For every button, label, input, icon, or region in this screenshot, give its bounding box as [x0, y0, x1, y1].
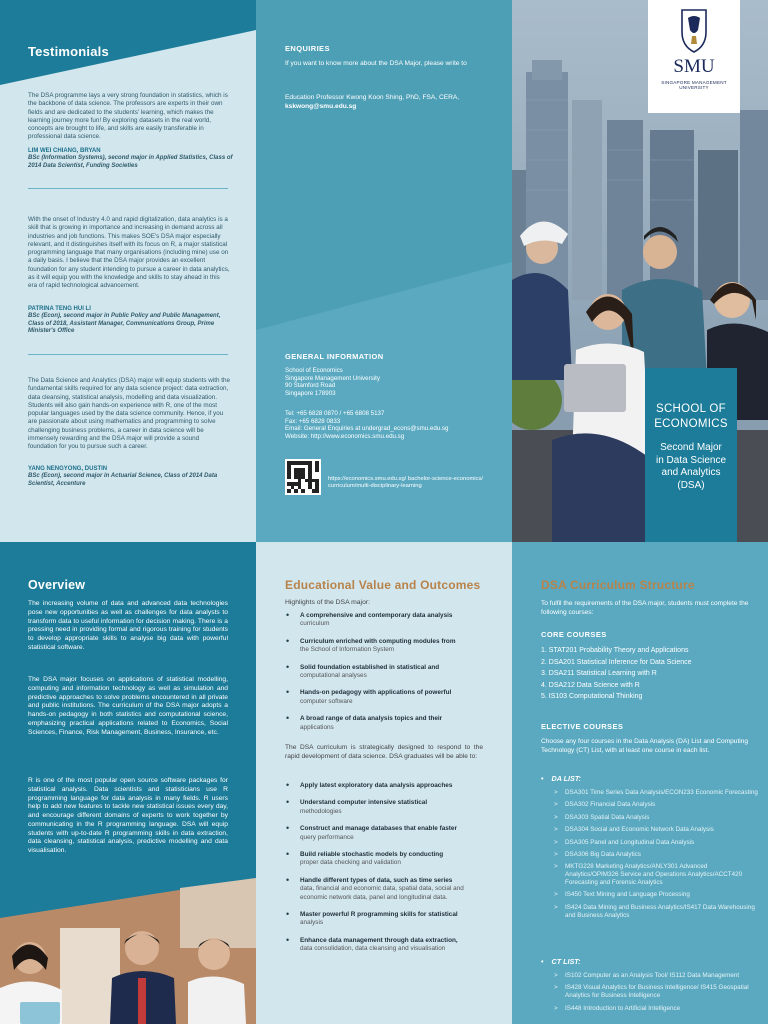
overview-panel — [0, 542, 256, 1024]
educational-value-panel — [256, 542, 512, 1024]
testimonial-author-3 — [28, 466, 238, 488]
list-item: > IS428 Visual Analytics for Business Intelligence/ IS415 Geospatial Analytics for Business Intelligence — [554, 984, 759, 1000]
da-list — [554, 789, 759, 924]
enquiries-title: ENQUIRIES — [285, 44, 330, 53]
programme-name — [645, 442, 737, 492]
outcome-bold: • Handle different types of data, such as time series — [300, 876, 453, 884]
list-item — [285, 911, 485, 928]
outcome-rest: data consolidation, data cleansing and visualisation — [300, 945, 446, 953]
outcome-bold: • Enhance data management through data extraction, — [300, 936, 458, 944]
ct-list-label: CT LIST: — [551, 957, 581, 966]
programme-line-2: in Data Science — [655, 454, 727, 466]
testimonials-panel — [0, 0, 256, 542]
list-item: > DSA302 Financial Data Analysis — [554, 801, 759, 809]
list-item — [285, 851, 485, 868]
list-item: 2. DSA201 Statistical Inference for Data Science — [541, 658, 692, 666]
list-item: > IS448 Introduction to Artificial Intelligence — [554, 1005, 759, 1013]
programme-line-3: and Analytics — [661, 467, 721, 478]
list-item: 4. DSA212 Data Science with R — [541, 681, 640, 689]
list-item — [285, 689, 485, 706]
enquiries-contact-name: Education Professor Kwong Koon Shing, PhD, FSA, CERA, — [285, 94, 460, 101]
testimonial-name-2: PATRINA TENG HUI LI — [28, 306, 91, 312]
highlight-bold: • Hands-on pedagogy with applications of powerful — [300, 689, 452, 697]
school-title-box — [645, 368, 737, 542]
curriculum-intro: To fulfil the requirements of the DSA major, students must complete the following courses: — [541, 600, 749, 616]
highlights-list — [285, 612, 485, 741]
smu-crest-icon — [678, 6, 710, 54]
testimonial-detail-1: BSc (Information Systems), second major in Applied Statistics, Class of 2014 Data Scientist, Funding Societies — [28, 155, 233, 169]
testimonial-divider — [28, 354, 228, 355]
list-item — [285, 664, 485, 681]
testimonial-author-1 — [28, 148, 238, 170]
overview-title: Overview — [28, 578, 86, 592]
school-name-line-1: SCHOOL OF — [655, 403, 726, 415]
ct-list — [554, 972, 759, 1017]
outcome-rest: data, financial and economic data, spatial data, social and economic network data, panel and longitudinal data. — [300, 885, 464, 901]
enquiries-email-link[interactable]: kskwong@smu.edu.sg — [285, 103, 357, 110]
highlight-bold: • A broad range of data analysis topics and their — [300, 715, 443, 723]
address-line: School of Economics — [285, 367, 343, 374]
highlight-bold: • A comprehensive and contemporary data analysis — [300, 612, 453, 619]
list-item — [285, 782, 485, 790]
list-item: 3. DSA211 Statistical Learning with R — [541, 670, 657, 677]
email-line[interactable]: Email: General Enquiries at undergrad_econs@smu.edu.sg — [285, 425, 449, 433]
programme-line-4: (DSA) — [677, 479, 705, 491]
list-item: 5. IS103 Computational Thinking — [541, 693, 643, 700]
testimonial-detail-3: BSc (Econ), second major in Actuarial Science, Class of 2014 Data Scientist, Accenture — [28, 473, 218, 487]
outcomes-intro: The DSA curriculum is strategically designed to respond to the rapid development of data science. DSA graduates will be able to: — [285, 744, 483, 760]
general-info-address — [285, 367, 495, 397]
highlight-rest: computer software — [300, 697, 353, 705]
da-list-title — [541, 774, 581, 783]
tel-line: Tel: +65 6828 0870 / +65 6808 5137 — [285, 410, 385, 417]
qr-code-pattern — [287, 461, 319, 493]
core-courses-label: CORE COURSES — [541, 630, 607, 639]
qr-code — [285, 459, 321, 495]
list-item — [285, 612, 485, 629]
list-item — [285, 825, 485, 842]
testimonials-title: Testimonials — [28, 44, 109, 59]
outcomes-list — [285, 782, 485, 963]
testimonial-quote-2: With the onset of Industry 4.0 and rapid digitalization, data analytics is a skill that is growing in importance and increasing in demand across all industries and job functions. This makes SOE's DSA major especially relevant, and it distinguishes itself with its focus on R, a major statistical programming language that many organisations (including mine) use on a daily basis. I believe that the DSA major provides an excellent foundation for any student intending to pursue a career in data analytics, as it will equip you with the knowledge and skills to stay ahead in this era of rapid technological advancement. — [28, 216, 230, 290]
testimonial-divider — [28, 188, 228, 189]
list-item — [285, 715, 485, 732]
elective-courses-label: ELECTIVE COURSES — [541, 722, 624, 731]
highlight-rest: the School of Information System — [300, 646, 395, 654]
core-courses-list — [541, 645, 761, 703]
outcome-bold: • Understand computer intensive statistical — [300, 799, 428, 807]
list-item: > IS450 Text Mining and Language Processing — [554, 891, 759, 899]
overview-paragraph-3: R is one of the most popular open source software packages for statistical analysis. Data scientists and statisticians use R programming language for data analysis in many fields. R users help to add new features to tackle new statistical issues every day, and encourage different domains of experts to work together by communicating in the R programming language. DSA will equip students with up-to-date R programming skills in data extraction, data cleansing, statistical analysis, predictive modelling and data visualisation. — [28, 777, 228, 854]
curriculum-panel — [512, 542, 768, 1024]
website-line[interactable]: Website: http://www.economics.smu.edu.sg — [285, 432, 405, 440]
cover-panel — [512, 0, 768, 542]
outcome-rest: methodologies — [300, 807, 342, 815]
outcome-bold: • Build reliable stochastic models by conducting — [300, 851, 444, 859]
ct-list-title — [541, 957, 581, 966]
outcome-rest: analysis — [300, 919, 324, 927]
outcome-bold: • Master powerful R programming skills for statistical — [300, 911, 458, 919]
outcome-rest: proper data checking and validation — [300, 859, 401, 867]
address-line: 90 Stamford Road — [285, 382, 336, 390]
curriculum-title: DSA Curriculum Structure — [541, 578, 695, 592]
outcome-rest: query performance — [300, 833, 354, 841]
highlight-rest: computational analyses — [300, 672, 367, 680]
list-item: > DSA301 Time Series Data Analysis/ECON233 Economic Forecasting — [554, 789, 759, 797]
bullet-icon: • — [541, 774, 544, 783]
logo-text: SMU — [673, 56, 715, 77]
overview-paragraph-2: The DSA major focuses on applications of statistical modelling, computing and information technology as well as simulation and predictive approaches to solve problems encountered in all private and public institutions. The curriculum of the DSA major adopts a hands-on pedagogy in both statistics and computational science, emphasizing practical applications related to Economics, Social Sciences, Finance, Risk Management, Business, Insurance, etc. — [28, 676, 228, 736]
testimonial-quote-3: The Data Science and Analytics (DSA) major will equip students with the fundamental skills required for any data science project: data extraction, data cleansing, statistical analysis, modelling and data visualization. Students will also gain hands-on experience with R, one of the most popular languages used by the data science community. Hence, if you are passionate about using mathematics and programming to solve challenging business problems, a career in data science will be immensely rewarding and the DSA major will provide a sound foundation for you to pursue such a career. — [28, 377, 230, 451]
qr-url[interactable]: https://economics.smu.edu.sg/ bachelor-science-economics/ curriculum/multi-disciplinary-learning — [328, 476, 483, 489]
qr-module — [315, 489, 319, 493]
list-item — [285, 799, 485, 816]
list-item: > IS424 Data Mining and Business Analytics/IS417 Data Warehousing and Business Analytics — [554, 904, 759, 920]
school-name — [645, 402, 737, 432]
testimonial-name-3: YANG NENGYONG, DUSTIN — [28, 466, 108, 472]
bullet-icon: • — [541, 957, 544, 966]
students-photo — [0, 878, 256, 1024]
testimonial-detail-2: BSc (Econ), second major in Public Policy and Public Management, Class of 2018, Assistant Manager, Communications Group, Prime Minister's Office — [28, 313, 221, 335]
logo-subtitle: SINGAPORE MANAGEMENT UNIVERSITY — [661, 80, 727, 91]
list-item — [285, 937, 485, 954]
highlights-intro: Highlights of the DSA major: — [285, 599, 371, 606]
list-item: > DSA304 Social and Economic Network Data Analysis — [554, 826, 759, 834]
educational-value-title: Educational Value and Outcomes — [285, 578, 481, 592]
general-info-title: GENERAL INFORMATION — [285, 352, 384, 361]
testimonial-name-1: LIM WEI CHIANG, BRYAN — [28, 148, 101, 154]
address-line: Singapore Management University — [285, 374, 380, 382]
list-item: > DSA305 Panel and Longitudinal Data Analysis — [554, 839, 759, 847]
elective-intro: Choose any four courses in the Data Analysis (DA) List and Computing Technology (CT) List, with at least one course in each list. — [541, 738, 749, 754]
programme-line-1: Second Major — [660, 442, 722, 453]
list-item: 1. STAT201 Probability Theory and Applications — [541, 647, 689, 654]
outcome-bold: • Construct and manage databases that enable faster — [300, 825, 457, 833]
enquiries-text: If you want to know more about the DSA Major, please write to — [285, 60, 467, 67]
enquiries-panel — [256, 0, 512, 542]
outcome-bold: • Apply latest exploratory data analysis approaches — [300, 782, 453, 789]
highlight-bold: • Solid foundation established in statistical and — [300, 663, 440, 671]
list-item: > DSA306 Big Data Analytics — [554, 851, 759, 859]
school-name-line-2: ECONOMICS — [654, 418, 728, 430]
address-line: Singapore 178903 — [285, 389, 336, 397]
testimonial-author-2 — [28, 306, 238, 336]
list-item: > MKTG228 Marketing Analytics/ANLY301 Advanced Analytics/OPIM326 Service and Operations Analytics/ACCT420 Forecasting and Forensic Analytics — [554, 863, 759, 886]
list-item — [285, 877, 485, 902]
testimonial-quote-1: The DSA programme lays a very strong foundation in statistics, which is the backbone of data science. The professors are experts in their own fields and are dedicated to the students' learning, which makes the learning journey more fun! By exploring datasets in the real world, concepts are brought to life, and skills are easily transferable in professional data science. — [28, 92, 228, 141]
highlight-rest: curriculum — [300, 620, 330, 628]
list-item — [285, 638, 485, 655]
list-item: > IS102 Computer as an Analysis Tool/ IS112 Data Management — [554, 972, 759, 980]
general-info-contact — [285, 410, 495, 440]
highlight-bold: • Curriculum enriched with computing modules from — [300, 637, 456, 645]
smu-logo — [648, 0, 740, 113]
da-list-label: DA LIST: — [551, 774, 582, 783]
overview-paragraph-1: The increasing volume of data and advanced data technologies pose new opportunities as well as challenges for data analysts to transform data to useful information for decision making. There is a pressing need in providing formal and rigorous training for students to develop appropriate skills to analyse big data with powerful statistical software. — [28, 600, 228, 651]
highlight-rest: applications — [300, 723, 334, 731]
list-item: > DSA303 Spatial Data Analysis — [554, 814, 759, 822]
fax-line: Fax: +65 6828 0833 — [285, 417, 341, 425]
